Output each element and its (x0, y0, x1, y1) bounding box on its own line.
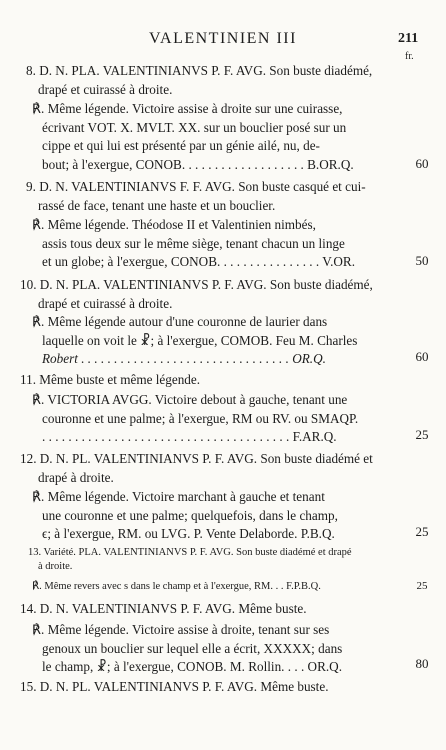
price-value: 50 (415, 253, 429, 268)
text-line: ℟. Même légende autour d'une couronne de laurier dans (32, 314, 328, 329)
text-line: laquelle on voit le ☧; à l'exergue, COMOB. Feu M. Charles (42, 332, 358, 348)
text-line: 14. D. N. VALENTINIANVS P. F. AVG. Même buste. (20, 601, 307, 616)
text-line: le champ, ☧; à l'exergue, CONOB. M. Rollin. . . . OR.Q. (42, 659, 342, 674)
price-value: 25 (415, 427, 429, 442)
text-line: . . . . . . . . . . . . . . . . . . . . . . . . . . . . . . . . . . . . . . F.AR.Q. (42, 429, 337, 444)
entry-8-obverse (26, 62, 404, 99)
text-line: couronne et une palme; à l'exergue, RM ou RV. ou SMAQP. (42, 410, 359, 426)
text-line: à droite. (38, 561, 73, 572)
entry-13-obverse (28, 546, 404, 574)
text-line: 15. D. N. PL. VALENTINIANVS P. F. AVG. Même buste. (20, 679, 329, 694)
text-line: genoux un bouclier sur lequel elle a écrit, XXXXX; dans (42, 640, 343, 656)
text-line: ℟. Même légende. Victoire assise à droite sur une cuirasse, (32, 101, 343, 116)
entry-11-reverse (32, 391, 404, 447)
entry-12-reverse (32, 488, 404, 544)
text-line: ℟. VICTORIA AVGG. Victoire debout à gauche, tenant une (32, 392, 348, 407)
text-line: drapé et cuirassé à droite. (38, 295, 173, 311)
text-line: 11. Même buste et même légende. (20, 372, 201, 387)
text-line: drapé à droite. (38, 469, 114, 485)
text-line: 8. D. N. PLA. VALENTINIANVS P. F. AVG. Son buste diadémé, (26, 63, 373, 78)
text-line: et un globe; à l'exergue, CONOB. . . . . . . . . . . . . . . . V.OR. (42, 254, 355, 269)
price-value: 80 (415, 656, 429, 671)
entry-9-reverse (32, 216, 404, 272)
entry-9-obverse (26, 178, 404, 215)
entry-14-reverse (32, 621, 404, 677)
text-line: assis tous deux sur le même siège, tenant chacun un linge (42, 235, 345, 251)
entry-11-obverse (20, 371, 404, 390)
entry-14-obverse (20, 600, 404, 619)
price-value: 60 (415, 156, 429, 171)
text-line: bout; à l'exergue, CONOB. . . . . . . . . . . . . . . . . . . B.OR.Q. (42, 156, 354, 172)
entry-10-reverse (32, 313, 404, 369)
entry-10-obverse (20, 276, 404, 313)
text-line: une couronne et une palme; quelquefois, dans le champ, (42, 507, 338, 523)
entry-12-obverse (20, 450, 404, 487)
entry-8-reverse (32, 100, 404, 174)
text-line: ϵ; à l'exergue, RM. ou LVG. P. Vente Delaborde. P.B.Q. (42, 526, 335, 541)
text-line: écrivant VOT. X. MVLT. XX. sur un bouclier posé sur un (42, 119, 347, 135)
text-line: cippe et qui lui est présenté par un génie ailé, nu, de- (42, 138, 320, 153)
text-line: ℟. Même revers avec s dans le champ et à l'exergue, RM. . . F.P.B.Q. (32, 581, 321, 592)
currency-unit: fr. (405, 51, 414, 62)
page-title: VALENTINIEN III (149, 30, 297, 47)
entry-15-obverse (20, 678, 404, 697)
text-line: rassé de face, tenant une haste et un bouclier. (38, 197, 276, 213)
price-value: 25 (415, 524, 429, 539)
text-line: ℟. Même légende. Victoire assise à droite, tenant sur ses (32, 622, 330, 637)
page-number: 211 (398, 31, 419, 46)
text-line: 12. D. N. PL. VALENTINIANVS P. F. AVG. Son buste diadémé et (20, 451, 373, 466)
text-line: drapé et cuirassé à droite. (38, 81, 173, 97)
text-line: 10. D. N. PLA. VALENTINIANVS P. F. AVG. Son buste diadémé, (20, 277, 373, 292)
entry-13-reverse (32, 580, 404, 594)
price-value: 25 (416, 580, 428, 592)
text-line: ℟. Même légende. Victoire marchant à gauche et tenant (32, 489, 325, 504)
text-line: ℟. Même légende. Théodose II et Valentinien nimbés, (32, 217, 316, 232)
price-value: 60 (415, 349, 429, 364)
text-line: 9. D. N. VALENTINIANVS F. F. AVG. Son buste casqué et cui- (26, 179, 366, 194)
text-line: 13. Variété. PLA. VALENTINIANVS P. F. AVG. Son buste diadémé et drapé (28, 547, 352, 558)
text-line: Robert . . . . . . . . . . . . . . . . . . . . . . . . . . . . . . . . OR.Q. (42, 351, 326, 366)
